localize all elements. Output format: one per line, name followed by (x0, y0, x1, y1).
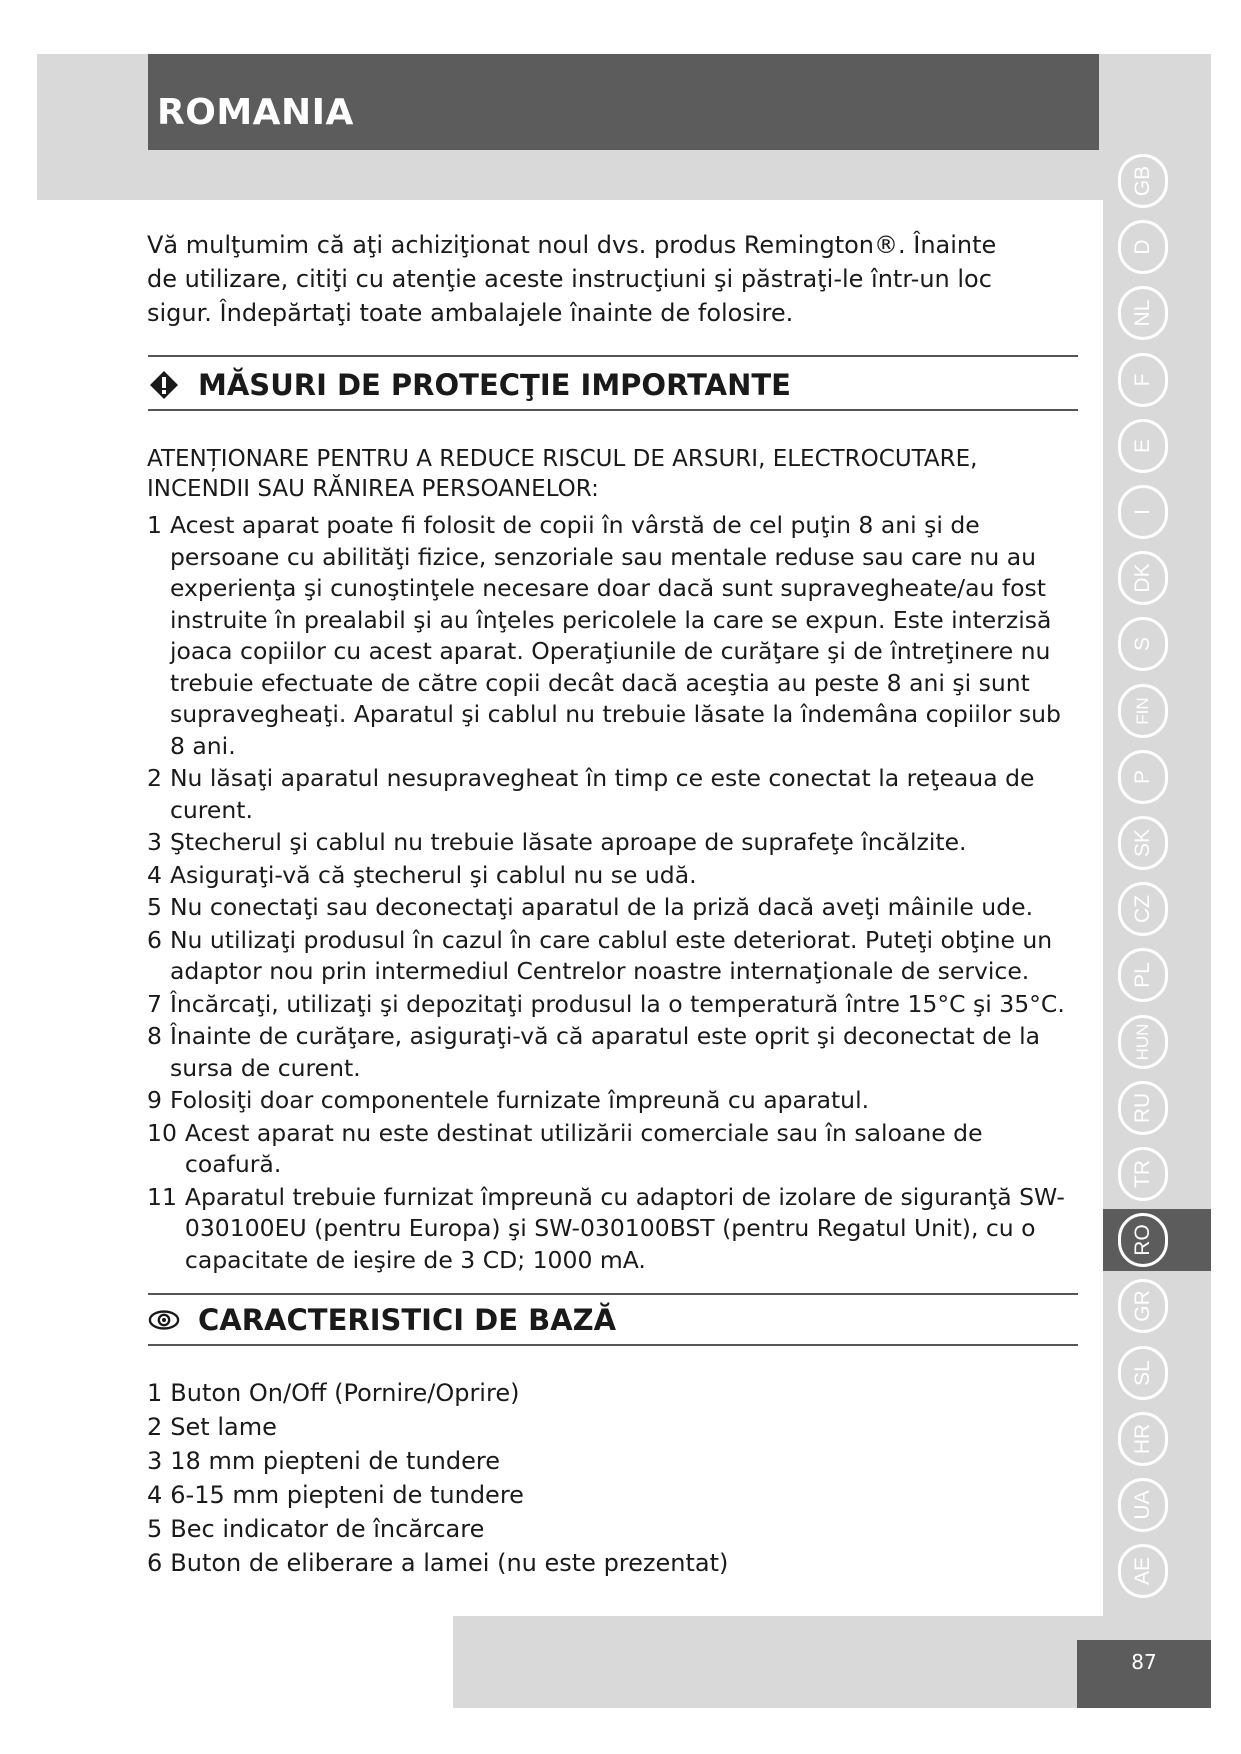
list-item-text: Ştecherul şi cablul nu trebuie lăsate aproape de suprafeţe încălzite. (169, 828, 967, 856)
features-list (147, 1377, 1007, 1581)
page-number: 87 (1077, 1640, 1211, 1708)
tab-lang-tr[interactable] (1103, 1143, 1211, 1205)
list-item-number: 3 (147, 828, 162, 856)
tab-lang-f[interactable] (1103, 349, 1211, 411)
list-item-number: 6 (147, 1549, 163, 1577)
list-item-number: 4 (147, 860, 162, 889)
list-item-number: 8 (147, 1022, 162, 1050)
tab-lang-ro[interactable] (1103, 1209, 1211, 1271)
tab-label: FIN (1133, 696, 1152, 725)
tab-label: RU (1131, 1092, 1154, 1123)
tab-lang-p[interactable] (1103, 746, 1211, 808)
tab-label: RO (1131, 1224, 1154, 1256)
eye-icon (148, 1304, 180, 1336)
tab-lang-nl[interactable] (1103, 282, 1211, 344)
list-item-number: 5 (147, 1515, 163, 1543)
list-item-text: 18 mm piepteni de tundere (170, 1447, 500, 1475)
tab-label: TR (1131, 1160, 1154, 1188)
list-item-number: 4 (147, 1481, 163, 1509)
list-item (147, 892, 1077, 924)
list-item-text: Nu lăsaţi aparatul nesupravegheat în timp ce este conectat la reţeaua de curent. (169, 764, 1035, 824)
list-item (147, 1547, 1007, 1580)
list-item (147, 510, 1077, 762)
language-tabs (1103, 150, 1211, 1610)
tab-label: E (1131, 438, 1154, 453)
tab-label: HR (1131, 1423, 1154, 1454)
list-item (147, 1445, 1007, 1478)
tab-label: I (1131, 509, 1154, 515)
list-item-text: 6-15 mm piepteni de tundere (170, 1481, 524, 1509)
tab-lang-fin[interactable] (1103, 680, 1211, 742)
tab-label: S (1131, 637, 1154, 652)
list-item-number: 3 (147, 1447, 163, 1475)
tab-label: SK (1131, 829, 1154, 858)
list-item (147, 925, 1077, 988)
tab-lang-e[interactable] (1103, 415, 1211, 477)
list-item-text: Nu utilizaţi produsul în cazul în care cablul este deteriorat. Puteţi obţine un adaptor nou prin intermediul Centrelor noastre internaţionale de service. (169, 925, 1053, 985)
list-item (147, 827, 1077, 859)
tab-label: NL (1131, 299, 1154, 327)
list-item-text: Asiguraţi-vă că ştecherul şi cablul nu se udă. (169, 860, 697, 889)
list-item (147, 1182, 1077, 1277)
list-item (147, 860, 1077, 892)
section-rule (148, 355, 1078, 357)
list-item (147, 1377, 1007, 1410)
section-rule (148, 1344, 1078, 1346)
tab-label: DK (1131, 563, 1154, 593)
list-item-text: Încărcaţi, utilizaţi şi depozitaţi produsul la o temperatură între 15°C şi 35°C. (169, 989, 1065, 1018)
tab-lang-sk[interactable] (1103, 812, 1211, 874)
tab-lang-dk[interactable] (1103, 547, 1211, 609)
tab-label: AE (1131, 1557, 1154, 1586)
tab-lang-gb[interactable] (1103, 150, 1211, 212)
features-title: CARACTERISTICI DE BAZĂ (198, 1303, 617, 1337)
page-title: ROMANIA (157, 92, 354, 133)
list-item (147, 989, 1077, 1021)
list-item (147, 1118, 1077, 1181)
list-item-number: 10 (147, 1118, 177, 1147)
list-item-number: 7 (147, 989, 162, 1018)
tab-lang-d[interactable] (1103, 216, 1211, 278)
list-item (147, 1085, 1077, 1117)
list-item-number: 1 (147, 511, 162, 539)
list-item-number: 1 (147, 1379, 163, 1407)
list-item-text: Bec indicator de încărcare (170, 1515, 485, 1543)
section-rule (148, 409, 1078, 411)
tab-lang-ae[interactable] (1103, 1540, 1211, 1602)
features-heading (148, 1303, 616, 1337)
intro-paragraph: Vă mulţumim că aţi achiziţionat noul dvs. produs Remington®. Înainte de utilizare, citiţi cu atenţie aceste instrucţiuni şi păstraţi-le într-un loc sigur. Îndepărtaţi toate ambalajele înainte de folosire. (147, 231, 997, 327)
tab-label: F (1131, 373, 1154, 387)
tab-lang-s[interactable] (1103, 613, 1211, 675)
tab-label: GB (1131, 165, 1154, 197)
section-rule (148, 1293, 1078, 1295)
list-item-text: Buton On/Off (Pornire/Oprire) (170, 1379, 520, 1407)
list-item-text: Folosiţi doar componentele furnizate împreună cu aparatul. (169, 1086, 870, 1114)
tab-label: D (1131, 239, 1154, 255)
safety-list (147, 510, 1077, 1277)
list-item-number: 5 (147, 893, 162, 921)
tab-lang-i[interactable] (1103, 481, 1211, 543)
list-item-number: 2 (147, 764, 162, 792)
list-item-text: Aparatul trebuie furnizat împreună cu adaptori de izolare de siguranţă SW-030100EU (pentru Europa) şi SW-030100BST (pentru Regatul Unit), cu o capacitate de ieşire de 3 CD; 1000 mA. (184, 1182, 1065, 1274)
list-item (147, 763, 1077, 826)
list-item-text: Acest aparat nu este destinat utilizării comerciale sau în saloane de coafură. (184, 1118, 983, 1178)
tab-label: CZ (1131, 895, 1154, 924)
list-item-number: 11 (147, 1182, 177, 1211)
list-item-number: 9 (147, 1086, 162, 1114)
tab-label: GR (1131, 1290, 1154, 1323)
tab-lang-ru[interactable] (1103, 1077, 1211, 1139)
warning-text: ATENȚIONARE PENTRU A REDUCE RISCUL DE ARSURI, ELECTROCUTARE, INCENDII SAU RĂNIREA PERSOANELOR: (147, 446, 978, 502)
list-item (147, 1479, 1007, 1512)
tab-lang-ua[interactable] (1103, 1474, 1211, 1536)
warning-diamond-icon (148, 369, 180, 401)
tab-lang-cz[interactable] (1103, 878, 1211, 940)
list-item (147, 1021, 1077, 1084)
tab-label: HUN (1133, 1023, 1152, 1061)
tab-lang-hr[interactable] (1103, 1408, 1211, 1470)
tab-label: SL (1131, 1359, 1154, 1386)
tab-lang-gr[interactable] (1103, 1275, 1211, 1337)
tab-label: PL (1131, 962, 1154, 989)
tab-label: UA (1131, 1490, 1154, 1520)
list-item-text: Buton de eliberare a lamei (nu este prezentat) (170, 1549, 729, 1577)
list-item-text: Acest aparat poate fi folosit de copii în vârstă de cel puţin 8 ani şi de persoane cu abilităţi fizice, senzoriale sau mentale reduse sau care nu au experienţa şi cunoştinţele necesare doar dacă sunt supravegheate/au fost instruite în prealabil şi au înţeles pericolele la care se expun. Este interzisă joaca copiilor cu acest aparat. Operaţiunile de curăţare şi de întreţinere nu trebuie efectuate de către copii decât dacă aceştia au peste 8 ani şi sunt supravegheaţi. Aparatul şi cablul nu trebuie lăsate la îndemâna copiilor sub 8 ani. (169, 511, 1061, 760)
tab-lang-hun[interactable] (1103, 1011, 1211, 1073)
list-item-text: Nu conectaţi sau deconectaţi aparatul de la priză dacă aveţi mâinile ude. (169, 893, 1034, 921)
tab-lang-sl[interactable] (1103, 1342, 1211, 1404)
list-item (147, 1513, 1007, 1546)
tab-lang-pl[interactable] (1103, 944, 1211, 1006)
tab-label: P (1131, 769, 1154, 784)
safety-title: MĂSURI DE PROTECŢIE IMPORTANTE (198, 368, 791, 402)
list-item-text: Înainte de curăţare, asiguraţi-vă că aparatul este oprit şi deconectat de la sursa de curent. (169, 1022, 1040, 1082)
list-item-number: 2 (147, 1413, 163, 1441)
list-item (147, 1411, 1007, 1444)
safety-heading (148, 368, 791, 402)
list-item-number: 6 (147, 925, 162, 954)
list-item-text: Set lame (170, 1413, 277, 1441)
